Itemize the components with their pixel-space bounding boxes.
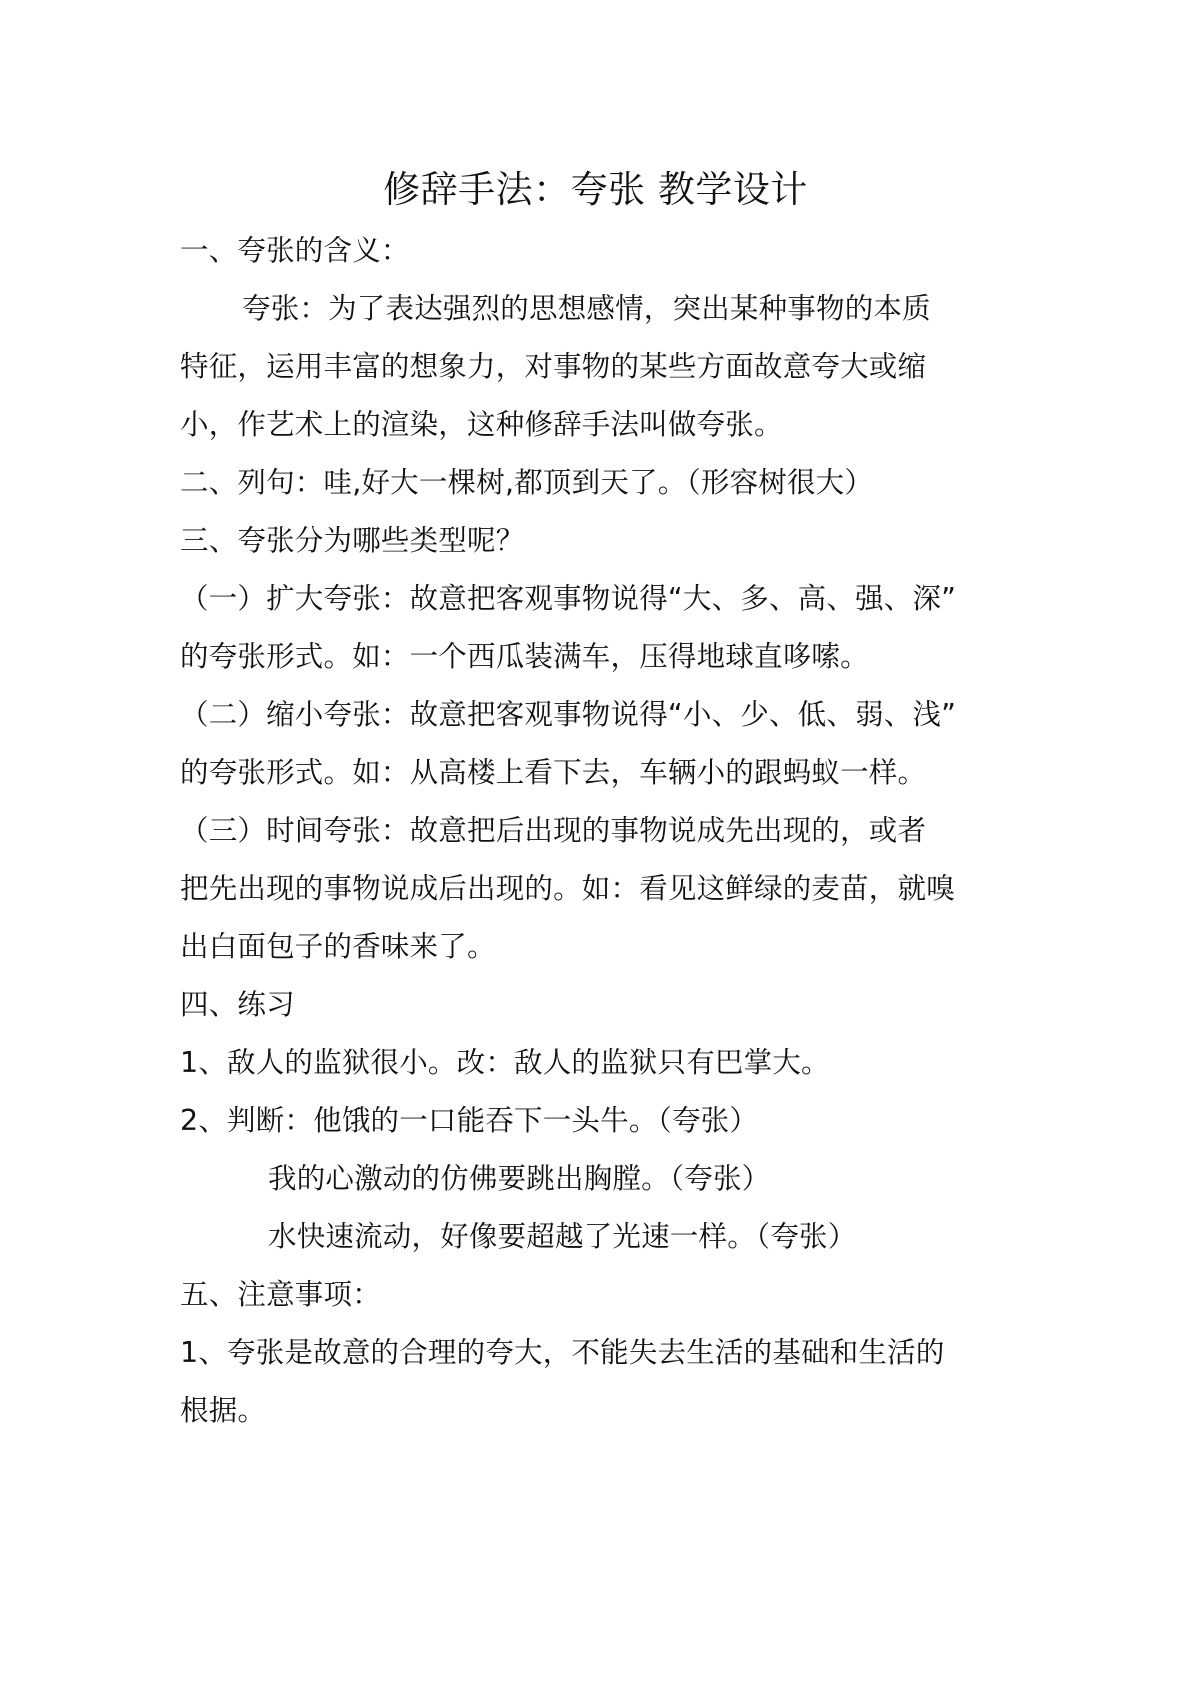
type-time-line-3: 出白面包子的香味来了。: [180, 930, 496, 963]
section-heading-practice: 四、练习: [180, 988, 295, 1021]
practice-item-2: 2、判断：他饿的一口能吞下一头牛。（夸张）: [180, 1104, 759, 1137]
section-heading-notes: 五、注意事项：: [180, 1278, 381, 1311]
note-item-1-line-2: 根据。: [180, 1394, 267, 1427]
document-title: 修辞手法：夸张 教学设计: [383, 168, 808, 211]
practice-item-1: 1、敌人的监狱很小。改：敌人的监狱只有巴掌大。: [180, 1046, 830, 1079]
paragraph-definition-line-2: 特征，运用丰富的想象力，对事物的某些方面故意夸大或缩: [180, 350, 927, 383]
paragraph-definition-line-3: 小，作艺术上的渲染，这种修辞手法叫做夸张。: [180, 408, 783, 441]
practice-item-2-sub-1: 我的心激动的仿佛要跳出胸膛。（夸张）: [268, 1162, 771, 1195]
section-heading-meaning: 一、夸张的含义：: [180, 234, 410, 267]
type-enlarge-line-1: （一）扩大夸张：故意把客观事物说得“大、多、高、强、深”: [180, 582, 957, 615]
type-time-line-1: （三）时间夸张：故意把后出现的事物说成先出现的，或者: [180, 814, 927, 847]
type-time-line-2: 把先出现的事物说成后出现的。如：看见这鲜绿的麦苗，就嗅: [180, 872, 955, 905]
section-heading-example: 二、列句：哇,好大一棵树,都顶到天了。（形容树很大）: [180, 466, 874, 499]
note-item-1-line-1: 1、夸张是故意的合理的夸大，不能失去生活的基础和生活的: [180, 1336, 945, 1369]
section-heading-types: 三、夸张分为哪些类型呢？: [180, 524, 525, 557]
type-enlarge-line-2: 的夸张形式。如：一个西瓜装满车，压得地球直哆嗦。: [180, 640, 869, 673]
type-shrink-line-2: 的夸张形式。如：从高楼上看下去，车辆小的跟蚂蚁一样。: [180, 756, 927, 789]
paragraph-definition-line-1: 夸张：为了表达强烈的思想感情，突出某种事物的本质: [242, 292, 931, 325]
practice-item-2-sub-2: 水快速流动，好像要超越了光速一样。（夸张）: [268, 1220, 857, 1253]
type-shrink-line-1: （二）缩小夸张：故意把客观事物说得“小、少、低、弱、浅”: [180, 698, 957, 731]
